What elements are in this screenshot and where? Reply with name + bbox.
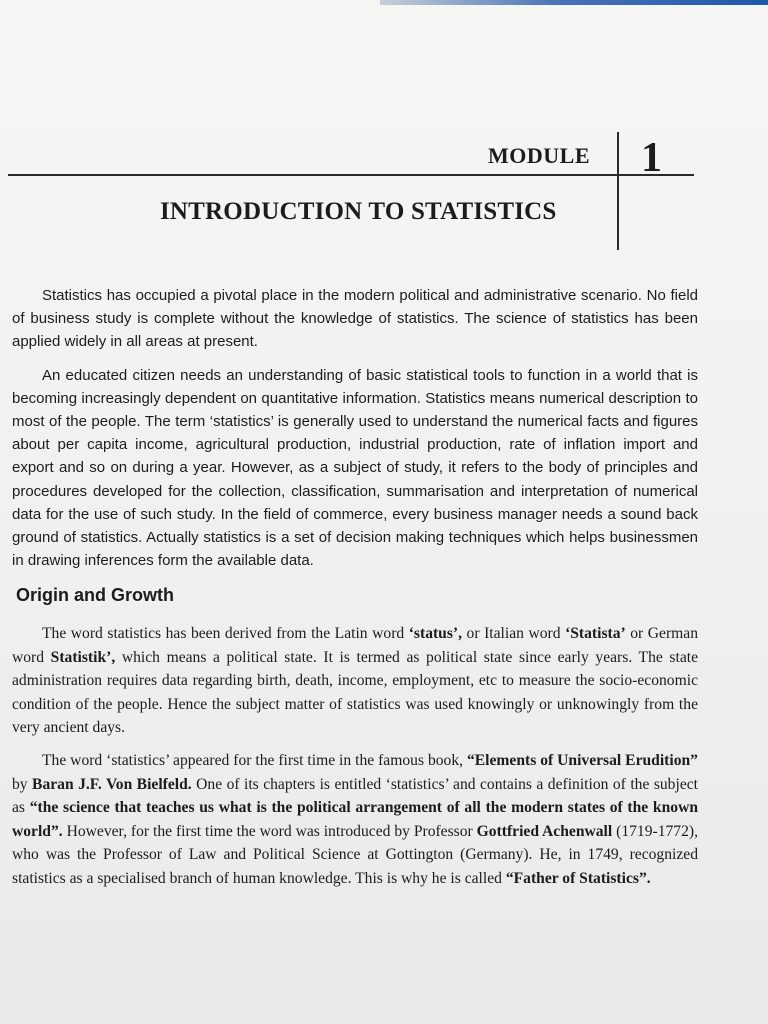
paragraph-origin [12, 622, 698, 739]
text-run: or German word [12, 625, 698, 666]
text-run: which means a political state. It is termed as political state since early years. The state administration requires data regarding birth, death, income, employment, etc to measure the socio-economic condition of the people. Hence the subject matter of statistics was used knowingly or unknowingly from the very ancient days. [12, 648, 698, 737]
paragraph-citizen: An educated citizen needs an understanding of basic statistical tools to function in a world that is becoming increasingly dependent on quantitative information. Statistics means numerical description to most of the people. The term ‘statistics’ is generally used to understand the numerical facts and figures about per capita income, agricultural production, industrial production, rate of inflation import and export and so on during a year. However, as a subject of study, it refers to the body of principles and procedures developed for the collection, classification, summarisation and interpretation of numerical data for the use of such study. In the field of commerce, every business manager needs a sound back ground of statistics. Actually statistics is a set of decision making techniques which helps businessmen in drawing inferences form the available data. [12, 366, 698, 570]
paragraph-intro: Statistics has occupied a pivotal place in the modern political and administrative scenario. No field of business study is complete without the knowledge of statistics. The science of statistics has been applied widely in all areas at present. [12, 287, 698, 351]
bold-term: ‘status’, [408, 625, 463, 643]
module-vertical-rule [617, 132, 619, 250]
chapter-title: INTRODUCTION TO STATISTICS [160, 198, 557, 225]
section-heading: Origin and Growth [16, 585, 174, 606]
page-top-edge [380, 0, 768, 5]
bold-term: Statistik’, [50, 648, 116, 666]
text-run: or Italian word [462, 625, 566, 643]
bold-author: Baran J.F. Von Bielfeld. [32, 775, 192, 793]
body-text [12, 284, 698, 900]
module-label: MODULE [488, 143, 590, 168]
module-horizontal-rule [8, 174, 694, 176]
text-run: One of its chapters is entitled ‘statistics’ and contains a definition of the subject as [12, 775, 698, 817]
text-run: The word ‘statistics’ appeared for the first time in the famous book, [42, 752, 467, 770]
bold-book-title: “Elements of Universal Erudition” [466, 752, 698, 770]
text-run: (1719-1772), who was the Professor of Law and Political Science at Gottington (Germany). He, in 1749, recognized statistics as a specialised branch of human knowledge. This is why he is called [12, 822, 698, 887]
paragraph-history [12, 749, 698, 889]
bold-name: Gottfried Achenwall [476, 822, 613, 840]
bold-definition: “the science that teaches us what is the political arrangement of all the modern states of the known world”. [12, 799, 699, 840]
bold-title: “Father of Statistics”. [505, 869, 651, 887]
text-run: by [12, 775, 33, 793]
text-run: However, for the first time the word was introduced by Professor [62, 822, 477, 840]
text-run: The word statistics has been derived from the Latin word [42, 625, 409, 643]
module-number: 1 [641, 135, 662, 181]
bold-term: ‘Statista’ [565, 625, 626, 643]
